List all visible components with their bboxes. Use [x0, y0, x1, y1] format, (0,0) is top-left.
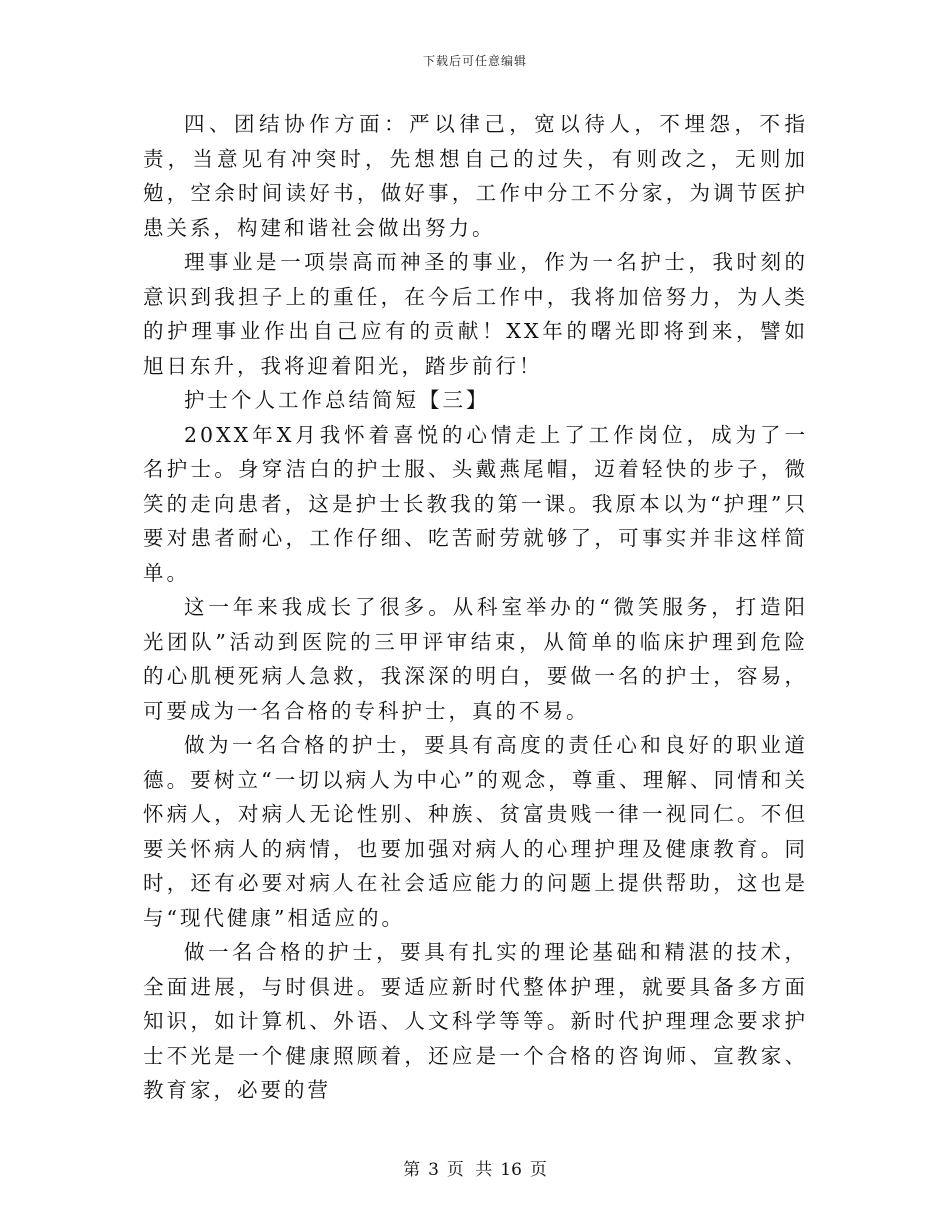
- paragraph-teamwork: 四、团结协作方面：严以律己，宽以待人，不埋怨，不指责，当意见有冲突时，先想想自己的过失，有则改之，无则加勉，空余时间读好书，做好事，工作中分工不分家，为调节医护患关系，构建和谐社会做出努力。: [143, 112, 808, 240]
- paragraph-skills: 做一名合格的护士，要具有扎实的理论基础和精湛的技术，全面进展，与时俱进。要适应新时代整体护理，就要具备多方面知识，如计算机、外语、人文科学等等。新时代护理理念要求护士不光是一个健康照顾着，还应是一个合格的咨询师、宣教家、教育家，必要的营: [143, 940, 808, 1102]
- paragraph-responsibility: 做为一名合格的护士，要具有高度的责任心和良好的职业道德。要树立“一切以病人为中心”的观念，尊重、理解、同情和关怀病人，对病人无论性别、种族、贫富贵贱一律一视同仁。不但要关怀病人的病情，也要加强对病人的心理护理及健康教育。同时，还有必要对病人在社会适应能力的问题上提供帮助，这也是与“现代健康”相适应的。: [143, 733, 808, 930]
- document-body: [143, 107, 808, 1108]
- paragraph-year-growth: 这一年来我成长了很多。从科室举办的“微笑服务，打造阳光团队”活动到医院的三甲评审结束，从简单的临床护理到危险的心肌梗死病人急救，我深深的明白，要做一名的护士，容易，可要成为一名合格的专科护士，真的不易。: [143, 595, 808, 723]
- footer-mid: 页 共: [446, 1160, 493, 1180]
- paragraph-start-work: 20XX年X月我怀着喜悦的心情走上了工作岗位，成为了一名护士。身穿洁白的护士服、头戴燕尾帽，迈着轻快的步子，微笑的走向患者，这是护士长教我的第一课。我原本以为“护理”只要对患者耐心，工作仔细、吃苦耐劳就够了，可事实并非这样简单。: [143, 422, 808, 585]
- footer-total-pages: 16: [500, 1160, 522, 1180]
- page-footer: [0, 1155, 950, 1180]
- section-heading: 护士个人工作总结简短【三】: [184, 388, 490, 412]
- footer-prefix: 第: [403, 1160, 421, 1180]
- paragraph-career: 理事业是一项崇高而神圣的事业，作为一名护士，我时刻的意识到我担子上的重任，在今后工作中，我将加倍努力，为人类的护理事业作出自己应有的贡献！XX年的曙光即将到来，譬如旭日东升，我将迎着阳光，踏步前行！: [143, 250, 808, 378]
- page-header: 下载后可任意编辑: [422, 54, 527, 68]
- footer-suffix: 页: [529, 1160, 547, 1180]
- footer-page-number: 3: [428, 1160, 439, 1180]
